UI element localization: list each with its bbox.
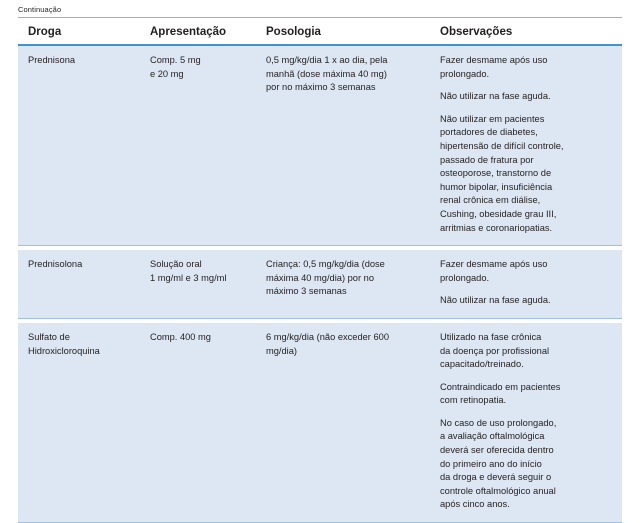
cell-observacoes xyxy=(430,323,622,523)
cell-apresentacao xyxy=(140,323,256,523)
cell-apresentacao xyxy=(140,45,256,246)
cell-droga xyxy=(18,250,140,318)
text-line: Cushing, obesidade grau III, xyxy=(440,208,557,219)
text-line: máxima 40 mg/dia) por no xyxy=(266,272,374,283)
column-header-observacoes: Observações xyxy=(430,19,622,45)
text-line: deverá ser oferecida dentro xyxy=(440,445,554,456)
text-line: Comp. 400 mg xyxy=(150,331,211,342)
text-line: renal crônica em diálise, xyxy=(440,195,541,206)
cell-observacoes xyxy=(430,45,622,246)
text-line: portadores de diabetes, xyxy=(440,127,538,138)
table-row xyxy=(18,323,622,523)
text-line: Prednisona xyxy=(28,55,76,65)
text-line: após cinco anos. xyxy=(440,499,510,510)
header-row xyxy=(18,19,622,45)
text-line: prolongado. xyxy=(440,68,490,79)
text-line: Não utilizar na fase aguda. xyxy=(440,295,551,306)
text-line: a avaliação oftalmológica xyxy=(440,431,545,442)
cell-posologia xyxy=(256,250,430,318)
text-line: Utilizado na fase crônica xyxy=(440,331,542,342)
text-line: No caso de uso prolongado, xyxy=(440,417,557,428)
paragraph xyxy=(440,54,612,81)
text-line: da droga e deverá seguir o xyxy=(440,472,552,483)
cell-posologia xyxy=(256,323,430,523)
cell-droga xyxy=(18,323,140,523)
text-line: humor bipolar, insuficiência xyxy=(440,181,553,192)
column-header-droga: Droga xyxy=(18,19,140,45)
paragraph xyxy=(440,90,612,104)
text-line: Não utilizar em pacientes xyxy=(440,113,545,124)
paragraph xyxy=(440,294,612,308)
text-line: por no máximo 3 semanas xyxy=(266,82,376,93)
text-line: osteoporose, transtorno de xyxy=(440,168,552,179)
paragraph xyxy=(440,258,612,285)
text-line: passado de fratura por xyxy=(440,154,534,165)
text-line: manhã (dose máxima 40 mg) xyxy=(266,68,387,79)
text-line: arritmias e coronariopatias. xyxy=(440,222,553,233)
text-line: controle oftalmológico anual xyxy=(440,485,556,496)
paragraph xyxy=(440,331,612,372)
text-line: prolongado. xyxy=(440,272,490,283)
table-body xyxy=(18,45,622,523)
text-line: hipertensão de difícil controle, xyxy=(440,140,564,151)
text-line: Prednisolona xyxy=(28,259,83,270)
cell-droga xyxy=(18,45,140,246)
table-row xyxy=(18,45,622,246)
table-row xyxy=(18,250,622,318)
text-line: da doença por profissional xyxy=(440,345,550,356)
text-line: 1 mg/ml e 3 mg/ml xyxy=(150,272,227,283)
cell-observacoes xyxy=(430,250,622,318)
text-line: mg/dia) xyxy=(266,345,298,356)
cell-apresentacao xyxy=(140,250,256,318)
column-header-apresentacao: Apresentação xyxy=(140,19,256,45)
text-line: 0,5 mg/kg/dia 1 x ao dia, pela xyxy=(266,55,388,65)
drug-table xyxy=(18,19,622,523)
paragraph xyxy=(440,113,612,235)
text-line: capacitado/treinado. xyxy=(440,359,524,370)
text-line: Solução oral xyxy=(150,259,202,270)
text-line: máximo 3 semanas xyxy=(266,286,347,297)
paragraph xyxy=(440,417,612,512)
column-header-posologia: Posologia xyxy=(256,19,430,45)
text-line: Comp. 5 mg xyxy=(150,55,201,65)
text-line: Hidroxicloroquina xyxy=(28,345,100,356)
text-line: Contraindicado em pacientes xyxy=(440,381,561,392)
text-line: Criança: 0,5 mg/kg/dia (dose xyxy=(266,259,385,270)
text-line: Não utilizar na fase aguda. xyxy=(440,91,551,102)
continuation-caption: Continuação xyxy=(18,5,62,14)
text-line: com retinopatia. xyxy=(440,395,507,406)
text-line: Sulfato de xyxy=(28,331,70,342)
text-line: Fazer desmame após uso xyxy=(440,259,548,270)
cell-posologia xyxy=(256,45,430,246)
text-line: do primeiro ano do início xyxy=(440,458,542,469)
table-header xyxy=(18,19,622,45)
text-line: 6 mg/kg/dia (não exceder 600 xyxy=(266,331,390,342)
text-line: e 20 mg xyxy=(150,68,184,79)
drug-table-container xyxy=(18,19,622,523)
caption-divider xyxy=(18,17,622,18)
paragraph xyxy=(440,381,612,408)
text-line: Fazer desmame após uso xyxy=(440,55,548,65)
